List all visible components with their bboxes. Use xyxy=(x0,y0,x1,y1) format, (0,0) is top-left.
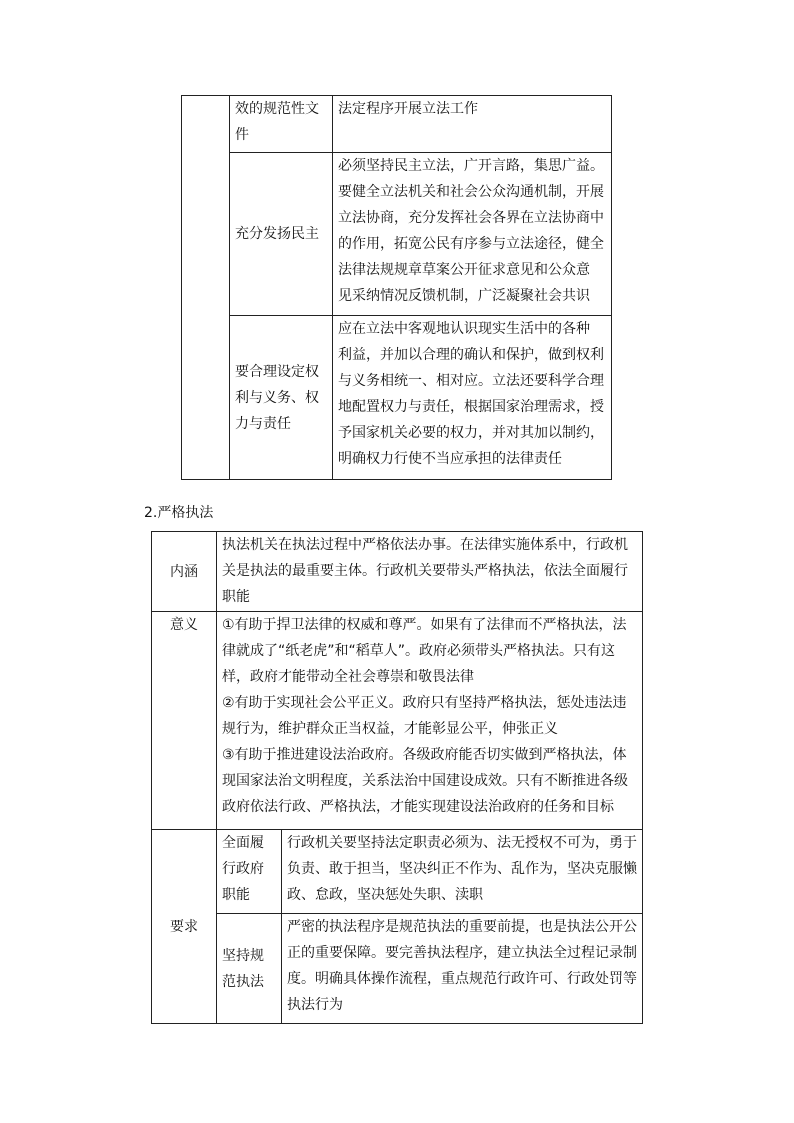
row-content-line: 规行为，维护群众正当权益，才能彰显公平，伸张正义 xyxy=(222,721,558,737)
row-content-line: ③有助于推进建设法治政府。各级政府能否切实做到严格执法，体 xyxy=(222,747,627,763)
sub-content-line: 严密的执法程序是规范执法的重要前提，也是执法公开公 xyxy=(287,919,637,935)
row-content-line: 利益，并加以合理的确认和保护，做到权利 xyxy=(338,347,604,363)
legislation-table xyxy=(181,95,612,480)
row-content-line: 明确权力行使不当应承担的法律责任 xyxy=(338,451,562,467)
sub-label-line: 全面履 xyxy=(222,835,264,851)
row-label-text: 意义 xyxy=(170,617,198,633)
row-content-line: 执法机关在执法过程中严格依法办事。在法律实施体系中，行政机 xyxy=(222,537,628,553)
sub-content-line: 度。明确具体操作流程，重点规范行政许可、行政处罚等 xyxy=(287,971,637,987)
row-content-line: 政府依法行政、严格执法，才能实现建设法治政府的任务和目标 xyxy=(222,799,614,815)
row-label xyxy=(152,830,217,1024)
row-content-line: 律就成了“纸老虎”和“稻草人”。政府必须带头严格执法。只有这 xyxy=(222,643,616,659)
sub-content-line: 执法行为 xyxy=(287,997,343,1013)
table-row xyxy=(152,830,643,914)
row-content-line: ①有助于捍卫法律的权威和尊严。如果有了法律而不严格执法，法 xyxy=(222,617,627,633)
row-content xyxy=(217,532,643,612)
row-content-line: 现国家法治文明程度，关系法治中国建设成效。只有不断推进各级 xyxy=(222,773,628,789)
row-content xyxy=(333,96,612,153)
row-label-line: 利与义务、权 xyxy=(235,389,319,406)
section-heading: 2.严格执法 xyxy=(144,505,214,521)
row-label-line: 要合理设定权 xyxy=(235,363,319,380)
table-row xyxy=(152,612,643,830)
row-content-line: 与义务相统一、相对应。立法还要科学合理 xyxy=(338,373,604,389)
table-row xyxy=(182,96,612,153)
row-content-line: 应在立法中客观地认识现实生活中的各种 xyxy=(338,321,590,337)
row-content xyxy=(333,316,612,480)
row-label xyxy=(152,612,217,830)
sub-label-line: 职能 xyxy=(222,887,250,903)
row-label-line: 效的规范性文 xyxy=(235,101,319,117)
row-label xyxy=(230,153,333,316)
sub-content-line: 正的重要保障。要完善执法程序，建立执法全过程记录制 xyxy=(287,945,637,961)
sub-label xyxy=(217,830,282,914)
row-label-line: 件 xyxy=(235,127,249,143)
row-label xyxy=(152,532,217,612)
row-content xyxy=(333,153,612,316)
table-row xyxy=(182,316,612,480)
sub-content-line: 政、怠政，坚决惩处失职、渎职 xyxy=(287,887,483,903)
row-label-text: 内涵 xyxy=(170,563,198,580)
sub-label-line: 行政府 xyxy=(222,861,264,877)
row-content xyxy=(217,612,643,830)
sub-content-line: 行政机关要坚持法定职责必须为、法无授权不可为，勇于 xyxy=(287,835,637,851)
merged-left-cell xyxy=(182,96,230,480)
row-content-line: 关是执法的最重要主体。行政机关要带头严格执法，依法全面履行 xyxy=(222,563,628,579)
row-content-line: 要健全立法机关和社会公众沟通机制，开展 xyxy=(338,184,604,200)
row-content-line: 地配置权力与责任，根据国家治理需求，授 xyxy=(338,399,604,415)
sub-content xyxy=(282,914,643,1024)
table-row xyxy=(152,914,643,1024)
sub-label-line: 坚持规 xyxy=(222,947,264,964)
row-content-line: 职能 xyxy=(222,589,250,605)
sub-content xyxy=(282,830,643,914)
row-content-line: 法定程序开展立法工作 xyxy=(338,101,478,117)
row-content-line: 见采纳情况反馈机制，广泛凝聚社会共识 xyxy=(338,288,590,304)
row-content-line: 法律法规规章草案公开征求意见和公众意 xyxy=(338,262,590,278)
row-content-line: 样，政府才能带动全社会尊崇和敬畏法律 xyxy=(222,669,474,685)
row-label xyxy=(230,316,333,480)
table-row xyxy=(152,532,643,612)
sub-label xyxy=(217,914,282,1024)
row-content-line: ②有助于实现社会公平正义。政府只有坚持严格执法，惩处违法违 xyxy=(222,695,627,711)
sub-content-line: 负责、敢于担当，坚决纠正不作为、乱作为，坚决克服懒 xyxy=(287,861,637,877)
row-content-line: 立法协商，充分发挥社会各界在立法协商中 xyxy=(338,210,604,226)
sub-label-line: 范执法 xyxy=(222,973,264,990)
row-content-line: 的作用，拓宽公民有序参与立法途径，健全 xyxy=(338,236,604,252)
row-label-text: 要求 xyxy=(170,918,198,935)
row-content-line: 予国家机关必要的权力，并对其加以制约， xyxy=(338,425,604,441)
row-content-line: 必须坚持民主立法，广开言路，集思广益。 xyxy=(338,158,604,174)
row-label-line: 力与责任 xyxy=(235,415,291,432)
enforcement-table xyxy=(151,531,643,1024)
table-row xyxy=(182,153,612,316)
row-label xyxy=(230,96,333,153)
row-label-line: 充分发扬民主 xyxy=(235,226,319,242)
